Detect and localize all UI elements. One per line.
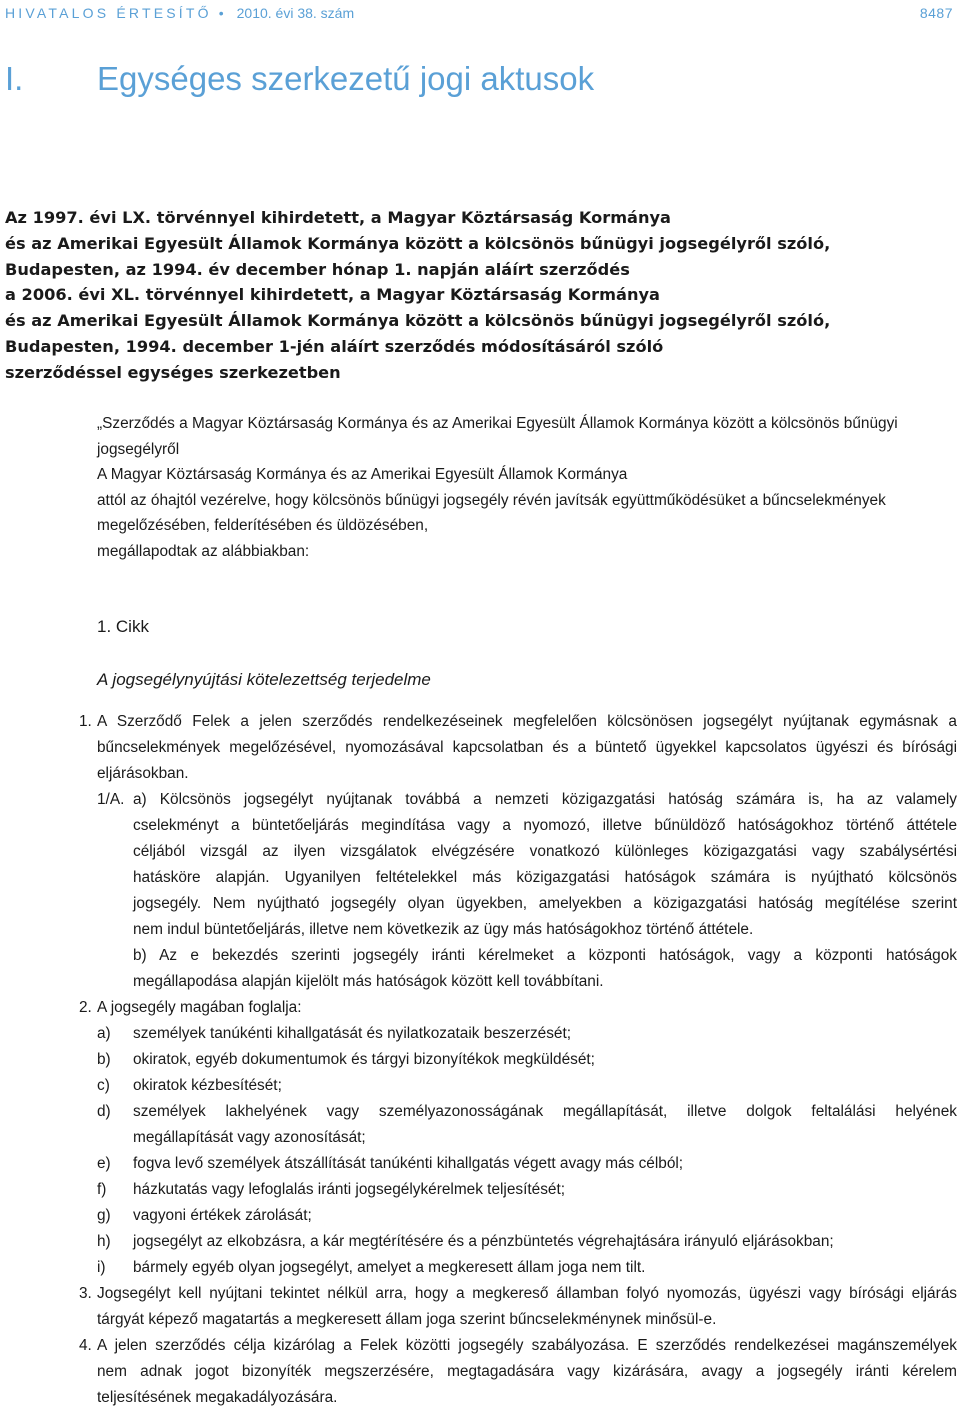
body-text-line: bármely egyéb olyan jogsegélyt, amelyet a megkeresett állam joga nem tilt. <box>133 1259 646 1276</box>
list-marker: 4. <box>79 1337 92 1354</box>
preamble-line: megállapodtak az alábbiakban: <box>97 542 310 560</box>
list-marker: f) <box>97 1181 107 1198</box>
list-marker: i) <box>97 1259 106 1276</box>
body-row <box>0 709 960 735</box>
chapter-heading <box>5 60 594 98</box>
body-text-line: bűncselekmények megelőzésével, nyomozásával kapcsolatban és a büntető ügyekkel kapcsolatos ügyészi és bírósági <box>97 739 957 756</box>
body-row <box>0 995 960 1021</box>
body-text-line: okiratok kézbesítését; <box>133 1077 282 1094</box>
body-text-line: teljesítésének megakadályozására. <box>97 1389 338 1406</box>
body-row <box>0 1099 960 1125</box>
act-title-line: Az 1997. évi LX. törvénnyel kihirdetett, a Magyar Köztársaság Kormánya <box>5 208 671 227</box>
body-text-line: megállapodása alapján kijelölt más hatóságok között kell továbbítani. <box>133 973 604 990</box>
list-marker: h) <box>97 1233 111 1250</box>
body-row <box>0 1047 960 1073</box>
body-text-line: személyek tanúkénti kihallgatását és nyilatkozataik beszerzését; <box>133 1025 572 1042</box>
body-row <box>0 1359 960 1385</box>
body-text-line: okiratok, egyéb dokumentumok és tárgyi bizonyítékok megküldését; <box>133 1051 595 1068</box>
body-text-line: tárgyát képező magatartás a megkeresett állam joga szerint bűncselekménynek minősül-e. <box>97 1311 717 1328</box>
preamble-line: „Szerződés a Magyar Köztársaság Kormánya és az Amerikai Egyesült Államok Kormánya között a kölcsönös bűnügyi <box>97 415 898 432</box>
body-text-line: cselekményt a büntetőeljárás megindítása vagy a nyomozó, illetve bűnüldöző hatóságokhoz történő áttétele <box>133 817 957 834</box>
act-title-line: és az Amerikai Egyesült Államok Kormánya között a kölcsönös bűnügyi jogsegélyről szóló, <box>5 233 831 253</box>
body-row <box>0 1073 960 1099</box>
running-header <box>5 0 953 26</box>
body-text-line: fogva levő személyek átszállítását tanúkénti kihallgatás végett avagy más célból; <box>133 1155 684 1172</box>
list-marker: d) <box>97 1103 111 1120</box>
body-row <box>0 1307 960 1333</box>
article-title: A jogsegélynyújtási kötelezettség terjedelme <box>97 670 431 689</box>
journal-name: HIVATALOS ÉRTESÍTŐ <box>5 5 212 21</box>
body-text-line: hatásköre alapján. Ugyanilyen feltételekkel más közigazgatási hatóságok számára is nyújtható kölcsönös <box>133 869 957 886</box>
body-row <box>0 1203 960 1229</box>
body-row <box>0 813 960 839</box>
body-row <box>0 1281 960 1307</box>
list-marker: e) <box>97 1155 111 1172</box>
body-row <box>0 1385 960 1411</box>
list-marker: c) <box>97 1077 110 1094</box>
body-text-line: A jogsegély magában foglalja: <box>97 999 302 1016</box>
body-row <box>0 735 960 761</box>
list-marker: 1. <box>79 713 92 730</box>
list-marker: 2. <box>79 999 92 1016</box>
body-text-line: nem indul büntetőeljárás, illetve nem következik az ügy más hatóságokhoz történő áttétele. <box>133 921 754 938</box>
body-text-line: A Szerződő Felek a jelen szerződés rendelkezéseinek megfelelően kölcsönösen jogsegélyt nyújtanak egymásnak a <box>97 713 957 730</box>
body-row <box>0 891 960 917</box>
body-row <box>0 1177 960 1203</box>
body-row <box>0 969 960 995</box>
body-text-line: A jelen szerződés célja kizárólag a Felek közötti jogsegély szabályozása. E szerződés rendelkezései magánszemélyek <box>97 1337 957 1354</box>
body-row <box>0 761 960 787</box>
chapter-title: Egységes szerkezetű jogi aktusok <box>97 60 595 97</box>
preamble <box>97 411 957 564</box>
act-title-line: szerződéssel egységes szerkezetben <box>5 362 341 382</box>
page-number: 8487 <box>919 5 953 21</box>
act-title-line: a 2006. évi XL. törvénnyel kihirdetett, a Magyar Köztársaság Kormánya <box>5 285 660 305</box>
article-number: 1. Cikk <box>97 617 149 636</box>
preamble-line: A Magyar Köztársaság Kormánya és az Amerikai Egyesült Államok Kormánya <box>97 466 628 483</box>
preamble-line: attól az óhajtól vezérelve, hogy kölcsönös bűnügyi jogsegély révén javítsák együttműködésüket a bűncselekmények <box>97 491 886 509</box>
issue-label: 2010. évi 38. szám <box>236 5 355 21</box>
preamble-line: jogsegélyről <box>97 440 180 458</box>
body-row <box>0 839 960 865</box>
list-marker: a) <box>97 1025 111 1042</box>
body-row <box>0 1125 960 1151</box>
body-text-line: Jogsegélyt kell nyújtani tekintet nélkül arra, hogy a megkereső államban folyó nyomozás, ügyészi vagy bírósági eljárás <box>97 1285 957 1302</box>
journal-info <box>5 5 354 21</box>
act-title-line: és az Amerikai Egyesült Államok Kormánya között a kölcsönös bűnügyi jogsegélyről szóló, <box>5 311 831 331</box>
body-row <box>0 917 960 943</box>
body-text-line: eljárásokban. <box>97 765 189 782</box>
body-text-line: vagyoni értékek zárolását; <box>133 1207 312 1224</box>
act-title <box>5 205 953 386</box>
body-text-line: személyek lakhelyének vagy személyazonosságának megállapítását, illetve dolgok feltalálási helyének <box>133 1103 957 1120</box>
body-text-line: jogsegély. Nem nyújtható jogsegély olyan ügyekben, amelyekben a közigazgatási hatóság megítélése szerint <box>133 895 957 912</box>
act-title-line: Budapesten, az 1994. év december hónap 1. napján aláírt szerződés <box>5 259 630 279</box>
body-row <box>0 1151 960 1177</box>
list-marker: g) <box>97 1207 111 1224</box>
chapter-number: I. <box>5 60 24 97</box>
body-row <box>0 943 960 969</box>
body-row <box>0 1021 960 1047</box>
list-marker: b) <box>97 1051 111 1068</box>
body-text-line: b) Az e bekezdés szerinti jogsegély iránti kérelmeket a központi hatóságok, vagy a központi hatóságok <box>133 947 957 964</box>
body-text-line: házkutatás vagy lefoglalás iránti jogsegélykérelmek teljesítését; <box>133 1181 566 1198</box>
bullet-separator-icon: • <box>218 5 224 21</box>
body-row <box>0 1255 960 1281</box>
body-row <box>0 1229 960 1255</box>
list-marker: 1/A. <box>97 791 125 808</box>
body-row <box>0 787 960 813</box>
list-marker: 3. <box>79 1285 92 1302</box>
body-text-line: nem adnak jogot bizonyíték megszerzésére, megtagadására vagy kizárására, avagy a jogsegély iránti kérelem <box>97 1363 957 1380</box>
body-row <box>0 865 960 891</box>
body-text-line: céljából vizsgál az ilyen vizsgálatok elvégzésére vonatkozó különleges közigazgatási vagy szabálysértési <box>133 843 957 860</box>
preamble-line: megelőzésében, felderítésében és üldözésében, <box>97 517 429 534</box>
act-title-line: Budapesten, 1994. december 1-jén aláírt szerződés módosításáról szóló <box>5 336 664 356</box>
body-text-line: jogsegélyt az elkobzásra, a kár megtérítésére és a pénzbüntetés végrehajtására irányuló eljárásokban; <box>133 1233 834 1250</box>
body-text-line: megállapítását vagy azonosítását; <box>133 1129 366 1146</box>
body-row <box>0 1333 960 1359</box>
body-text-line: a) Kölcsönös jogsegélyt nyújtanak továbbá a nemzeti közigazgatási hatóság számára is, ha az valamely <box>133 791 957 808</box>
